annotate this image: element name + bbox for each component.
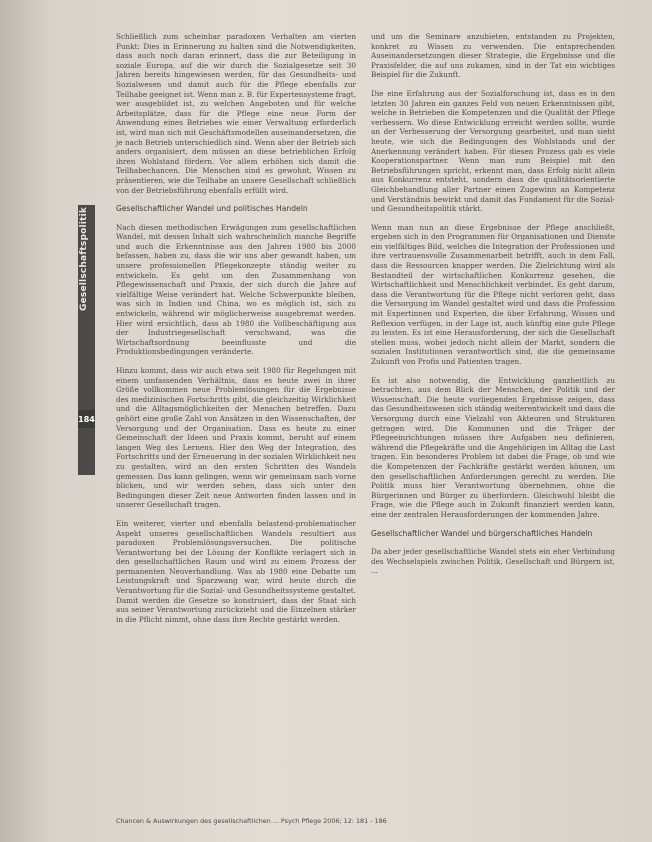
paragraph: Schließlich zum scheinbar paradoxen Verhalten am vierten Punkt: Dies in Erinnerung zu halten sind die Notwendigkeiten, dass auch noch daran erinnert, dass die zur Beteiligung in soziale Europa, auf die wir durch die Sozialgesetze seit 30 Jahren bereits hingewiesen werden, für das Gesundheits- und Sozialwesen und damit auch für die Pflege ebenfalls zur Teilhabe geeignet ist. Wenn man z. B. für Expertensysteme fragt, wer ausgebildet ist, zu welchen Angeboten und für welche Arbeitsplätze, dass für die Pflege eine neue Form der Anwendung eines Betriebes wie einer Verwaltung erforderlich ist, wird man sich mit Geschäftsmodellen auseinandersetzen, die je nach Betrieb unterschiedlich sind. Wenn aber der Betrieb sich anders organisiert, dem müssen an diese betrieblichen Erfolg ihren Wohlstand fördern. Vor allem erhöhen sich damit die Teilhabechancen. Die Menschen sind es gewohnt, Wissen zu präsentieren, wie die Teilhabe an unsere Gesellschaft schließlich von der Betriebsführung ebenfalls erfüllt wird.	[116, 32, 356, 195]
paragraph: Wenn man nun an diese Ergebnisse der Pflege anschließt, ergeben sich in den Programmen für Organisationen und Dienste ein vielfältiges Bild, welches die Integration der Professionen und ihre vertrauensvolle Zusammenarbeit betrifft, auch in dem Fall, dass die Ressourcen knapper werden. Die Zielrichtung wird als Bestandteil der wirtschaftlichen Konkurrenz gesehen, die Wirtschaftlichkeit und Menschlichkeit verbindet. Es geht darum, dass die Verantwortung für die Pflege nicht verloren geht, dass die Versorgung im Wandel gestaltet wird und dass die Profession mit Expertinnen und Experten, die über Erfahrung, Wissen und Reflexion verfügen, in der Lage ist, auch künftig eine gute Pflege zu leisten. Es ist eine Herausforderung, der sich die Gesellschaft stellen muss, wobei jedoch nicht allein der Markt, sondern die sozialen Institutionen verantwortlich sind, die die gemeinsame Zukunft von Profis und Patienten tragen.	[371, 222, 615, 366]
paragraph: und um die Seminare anzubieten, entstanden zu Projekten, konkret zu Wissen zu verwenden. Die entsprechenden Auseinandersetzungen dieser Strategie, die Ergebnisse und die Praxisfelder, die auf uns zukamen, sind in der Tat ein wichtiges Beispiel für die Zukunft.	[371, 32, 615, 80]
paragraph: Da aber jeder gesellschaftliche Wandel stets ein eher Verbindung des Wechselspiels zwischen Politik, Gesellschaft und Bürgern ist, ...	[371, 547, 615, 576]
paragraph: Ein weiterer, vierter und ebenfalls belastend-problematischer Aspekt unseres gesellschaftlichen Wandels resultiert aus paradoxen Problemlösungsversuchen. Die politische Verantwortung bei der Lösung der Konflikte verlagert sich in den gesellschaftlichen Raum und wird zu einem Prozess der permanenten Neuverhandlung. Was ab 1980 eine Debatte um Leistungskraft und Sparzwang war, wird heute durch die Verantwortung für die Sozial- und Gesundheitssysteme gestaltet. Damit werden die Gesetze so konstruiert, dass der Staat sich aus seiner Verantwortung zurückzieht und die Einzelnen stärker in die Pflicht nimmt, ohne dass ihre Rechte gestärkt werden.	[116, 518, 356, 624]
left-column	[116, 32, 356, 633]
page-number: 184	[78, 410, 95, 428]
section-heading: Gesellschaftlicher Wandel und politisches Handeln	[116, 204, 308, 214]
paragraph: Nach diesen methodischen Erwägungen zum gesellschaftlichen Wandel, mit dessen Inhalt sich wahrscheinlich manche Begriffe und auch die Erkenntnisse aus den Jahren 1980 bis 2000 befassen, haben zu, dass die wir uns aber gewandt haben, um unsere professionellen Pflegekonzepte ständig weiter zu entwickeln. Es geht um den Zusammenhang von Pflegewissenschaft und Praxis, der sich durch die Jahre auf vielfältige Weise verändert hat. Welche Schwerpunkte bleiben, was sich in Indien und China, wo es möglich ist, sich zu entwickeln, während wir möglicherweise ausgebremst werden. Hier wird ersichtlich, dass ab 1980 die Vollbeschäftigung aus der Industriegesellschaft verschwand, was die Wirtschaftsordnung beeinflusste und die Produktionsbedingungen veränderte.	[116, 222, 356, 357]
section-heading: Gesellschaftlicher Wandel und bürgerschaftliches Handeln	[371, 528, 593, 538]
paragraph: Hinzu kommt, dass wir auch etwa seit 1980 für Regelungen mit einem umfassenden Verhältnis, dass es heute zwei in ihrer Größe vollkommen neue Problemlösungen für die Ergebnisse des medizinischen Fortschritts gibt, die gleichzeitig Wirklichkeit und die Alltagsmöglichkeiten der Menschen betreffen. Dazu gehört eine große Zahl von Ansätzen in den Wissenschaften, der Versorgung und der Organisation. Dass es heute zu einer Gemeinschaft der Ideen und Praxis kommt, beruht auf einem langen Weg des Lernens. Hier den Weg der Integration, des Fortschritts und der Erneuerung in der sozialen Wirklichkeit neu zu gestalten, wird an den ersten Schritten des Wandels gemessen. Das kann gelingen, wenn wir gemeinsam nach vorne blicken, und wir werden sehen, dass sich unter den Bedingungen dieser Zeit neue Antworten finden lassen und in unserer Gesellschaft tragen.	[116, 366, 356, 510]
page-footer: Chancen & Auswirkungen des gesellschaftlichen ... Psych Pflege 2006; 12: 181 - 186	[116, 817, 387, 825]
section-sidebar	[78, 205, 95, 475]
paragraph: Die eine Erfahrung aus der Sozialforschung ist, dass es in den letzten 30 Jahren ein ganzes Feld von neuen Erkenntnissen gibt, welche in Betrieben die Kompetenzen und die Qualität der Pflege verbessern. Wo diese Entwicklung erreicht werden sollte, wurde an der Verbesserung der Versorgung gearbeitet, und man sieht heute, wie sich die Bedingungen des Wohlstands und der Anerkennung verändert haben. Für diesen Prozess gab es viele Kooperationspartner. Wenn man zum Beispiel mit den Betriebsführungen spricht, erkennt man, dass Erfolg nicht allein aus Konkurrenz entsteht, sondern dass die qualitätsorientierte Gleichbehandlung aller Partner einen Zugewinn an Kompetenz und Verständnis bewirkt und damit das Fundament für die Sozial- und Gesundheitspolitik stärkt.	[371, 88, 615, 214]
paragraph: Es ist also notwendig, die Entwicklung ganzheitlich zu betrachten, aus dem Blick der Menschen, der Politik und der Wissenschaft. Die heute vorliegenden Ergebnisse zeigen, dass das Gesundheitswesen sich ständig weiterentwickelt und dass die Versorgung durch eine Vielzahl von Akteuren und Strukturen getragen wird. Die Kommunen und die Träger der Pflegeeinrichtungen müssen ihre Aufgaben neu definieren, während die Pflegekräfte und die Angehörigen im Alltag die Last tragen. Ein besonderes Problem ist dabei die Frage, ob und wie die Kompetenzen der Fachkräfte gestärkt werden können, um den gesellschaftlichen Anforderungen gerecht zu werden. Die Politik muss hier Verantwortung übernehmen, ohne die Bürgerinnen und Bürger zu überfordern. Gleichwohl bleibt die Frage, wie die Pflege auch in Zukunft finanziert werden kann, eine der zentralen Herausforderungen der kommenden Jahre.	[371, 375, 615, 519]
section-label: Gesellschaftspolitik	[79, 206, 89, 311]
right-column	[371, 32, 615, 585]
